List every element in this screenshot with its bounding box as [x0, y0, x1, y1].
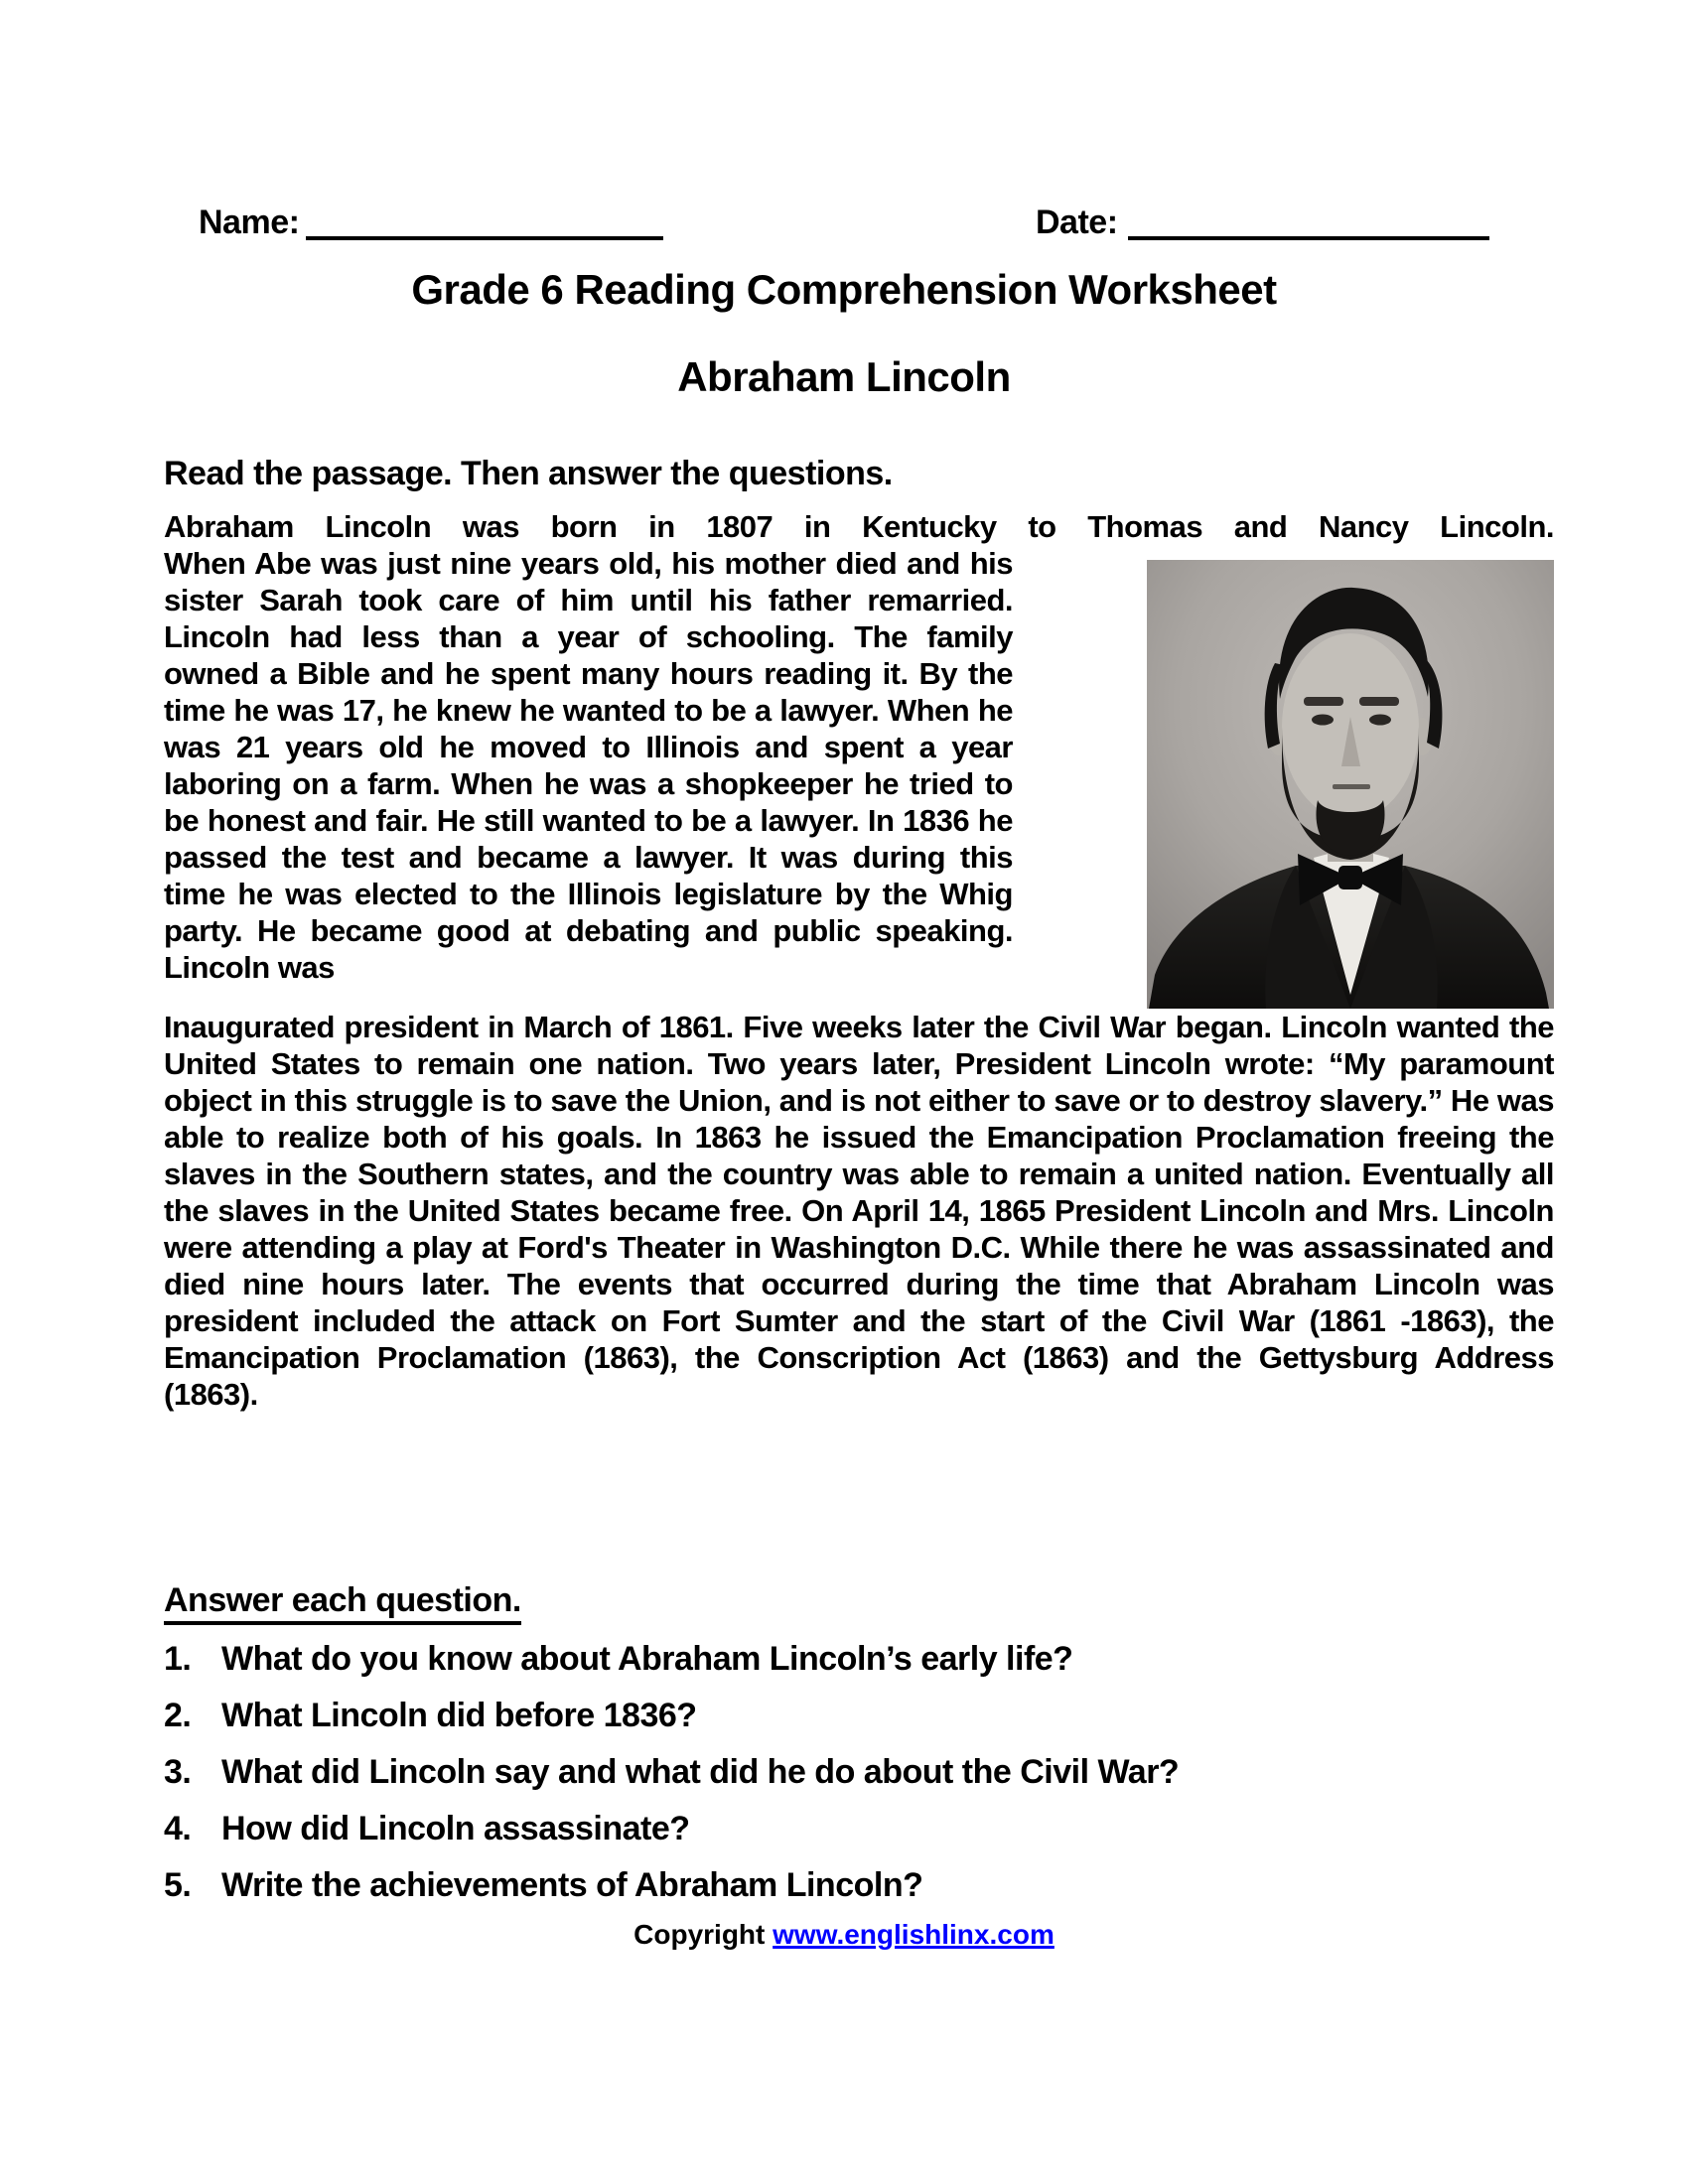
date-blank-line: [1128, 205, 1489, 240]
passage-after-image: Inaugurated president in March of 1861. Five weeks later the Civil War began. Lincoln wanted the United States to remain one nation. Two years later, President Lincoln wrote: “My paramount object in this struggle is to save the Union, and is not either to save or to destroy slavery.” He was able to realize both of his goals. In 1863 he issued the Emancipation Proclamation freeing the slaves in the Southern states, and the country was able to remain a united nation. Eventually all the slaves in the United States became free. On April 14, 1865 President Lincoln and Mrs. Lincoln were attending a play at Ford's Theater in Washington D.C. While there he was assassinated and died nine hours later. The events that occurred during the time that Abraham Lincoln was president included the attack on Fort Sumter and the start of the Civil War (1861 -1863), the Emancipation Proclamation (1863), the Conscription Act (1863) and the Gettysburg Address (1863).: [164, 1010, 1554, 1412]
lincoln-portrait-graphic: [1147, 560, 1554, 1009]
question-text: Write the achievements of Abraham Lincoln?: [221, 1866, 923, 1904]
worksheet-title: Grade 6 Reading Comprehension Worksheet: [411, 266, 1277, 313]
question-number: 1.: [164, 1640, 192, 1678]
instructions-text: Read the passage. Then answer the questions.: [164, 455, 893, 492]
question-number: 2.: [164, 1697, 192, 1734]
question-text: What did Lincoln say and what did he do about the Civil War?: [221, 1753, 1180, 1791]
question-text: How did Lincoln assassinate?: [221, 1810, 690, 1847]
questions-heading: Answer each question.: [164, 1580, 521, 1625]
question-text: What Lincoln did before 1836?: [221, 1697, 697, 1734]
passage-beside-image: When Abe was just nine years old, his mother died and his sister Sarah took care of him until his father remarried. Lincoln had less than a year of schooling. The family owned a Bible and he spent many hours reading it. By the time he was 17, he knew he wanted to be a lawyer. When he was 21 years old he moved to Illinois and spent a year laboring on a farm. When he was a shopkeeper he tried to be honest and fair. He still wanted to be a lawyer. In 1836 he passed the test and became a lawyer. It was during this time he was elected to the Illinois legislature by the Whig party. He became good at debating and public speaking. Lincoln was: [164, 546, 1013, 985]
passage-wrap-row: [164, 545, 1554, 1009]
lincoln-portrait: [1147, 560, 1554, 1009]
copyright-text: Copyright: [633, 1919, 766, 1950]
question-item: [164, 1809, 1554, 1848]
passage-intro-line: Abraham Lincoln was born in 1807 in Kentucky to Thomas and Nancy Lincoln.: [164, 509, 1554, 544]
englishlinx-link[interactable]: www.englishlinx.com: [773, 1919, 1055, 1950]
passage-title: Abraham Lincoln: [677, 353, 1011, 400]
passage-block: [164, 508, 1554, 1413]
question-item: [164, 1752, 1554, 1792]
question-number: 3.: [164, 1753, 192, 1791]
question-item: [164, 1639, 1554, 1679]
question-text: What do you know about Abraham Lincoln’s early life?: [221, 1640, 1073, 1678]
question-item: [164, 1865, 1554, 1905]
question-item: [164, 1696, 1554, 1735]
name-label: Name:: [199, 204, 300, 241]
name-blank-line: [306, 205, 663, 240]
questions-section: [164, 1580, 1554, 1905]
footer: [0, 1919, 1688, 1951]
date-label: Date:: [1036, 204, 1118, 241]
question-number: 4.: [164, 1810, 192, 1847]
question-number: 5.: [164, 1866, 192, 1904]
